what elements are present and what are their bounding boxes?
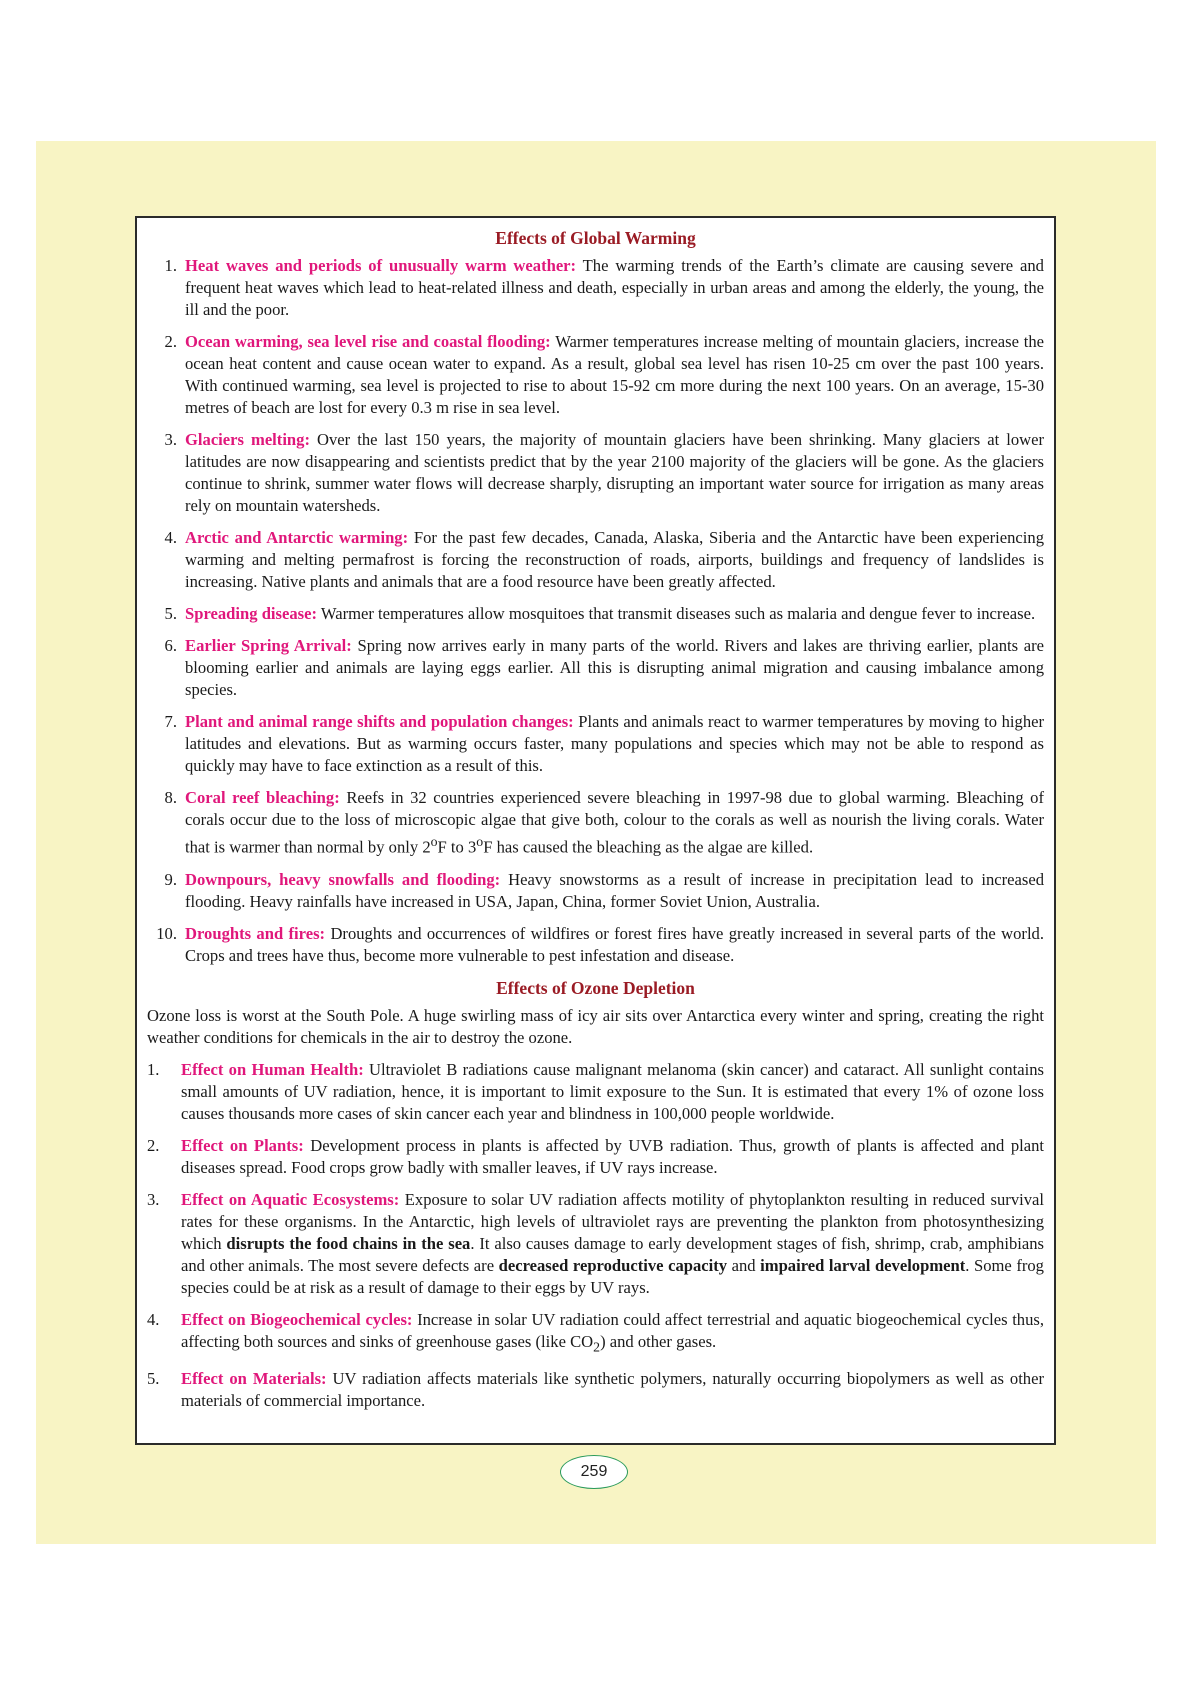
item-heading: Downpours, heavy snowfalls and flooding: — [185, 869, 501, 889]
item-heading: Effect on Aquatic Ecosystems: — [181, 1189, 400, 1209]
co2-subscript: 2 — [593, 1338, 601, 1354]
item-number: 2. — [164, 332, 177, 351]
item-heading: Coral reef bleaching: — [185, 788, 340, 807]
list-item — [147, 1309, 1044, 1358]
list-item — [147, 603, 1044, 625]
item-text: Development process in plants is affected by UVB radiation. Thus, growth of plants is affected and plant diseases spread. Food crops grow badly with smaller leaves, if UV rays increase. — [181, 1135, 1044, 1177]
item-text: Ultraviolet B radiations cause malignant melanoma (skin cancer) and cataract. All sunlight contains small amounts of UV radiation, hence, it is important to limit exposure to the Sun. It is estimated that every 1% of ozone loss causes thousands more cases of skin cancer each year and blindness in 100,000 people worldwide. — [181, 1059, 1044, 1123]
list-item — [147, 527, 1044, 593]
list-item — [147, 869, 1044, 913]
page-number: 259 — [560, 1455, 628, 1489]
list-item — [147, 1368, 1044, 1412]
bold-phrase: decreased reproductive capacity — [498, 1255, 728, 1275]
degree-superscript: o — [430, 834, 438, 849]
item-heading: Effect on Plants: — [181, 1135, 304, 1155]
item-number: 4. — [147, 1309, 160, 1329]
item-number: 5. — [147, 1368, 160, 1388]
item-text: ) and other gases. — [600, 1331, 717, 1351]
item-text: Plants and animals react to warmer temperatures by moving to higher latitudes and elevations. But as warming occurs faster, many populations and species which may not be able to respond as quickly may have to face extinction as a result of this. — [185, 712, 1045, 775]
item-heading: Droughts and fires: — [185, 923, 326, 943]
item-text: . It also causes damage to early development stages of fish, shrimp, crab, amphibians and other animals. The most severe defects are — [181, 1233, 1044, 1275]
item-heading: Glaciers melting: — [185, 430, 310, 449]
list-item — [147, 1059, 1044, 1125]
item-number: 6. — [164, 636, 177, 655]
item-text: F has caused the bleaching as the algae are killed. — [483, 837, 814, 857]
item-number: 9. — [164, 869, 177, 889]
item-number: 7. — [164, 712, 177, 731]
item-text: For the past few decades, Canada, Alaska, Siberia and the Antarctic have been experiencing warming and melting permafrost is forcing the reconstruction of roads, airports, buildings and frequency of landslides is increasing. Native plants and animals that are a food resource have been greatly affected. — [185, 528, 1044, 591]
item-text: F to 3 — [437, 837, 477, 857]
item-text: Spring now arrives early in many parts of the world. Rivers and lakes are thriving earlier, plants are blooming earlier and animals are laying eggs earlier. All this is disrupting animal migration and causing imbalance among species. — [185, 636, 1045, 699]
ozone-effects-list — [147, 1059, 1044, 1412]
list-item — [147, 429, 1044, 517]
content-box — [135, 216, 1056, 1445]
item-number: 8. — [164, 788, 177, 807]
item-number: 10. — [156, 923, 177, 943]
item-text: Heavy snowstorms as a result of increase in precipitation lead to increased flooding. Heavy rainfalls have increased in USA, Japan, China, former Soviet Union, Australia. — [185, 869, 1045, 911]
item-heading: Effect on Biogeochemical cycles: — [181, 1309, 413, 1329]
item-heading: Effect on Materials: — [181, 1368, 327, 1388]
item-number: 3. — [147, 1189, 160, 1209]
item-number: 1. — [164, 256, 177, 275]
list-item — [147, 711, 1044, 777]
item-text: Over the last 150 years, the majority of mountain glaciers have been shrinking. Many glaciers at lower latitudes are now disappearing and scientists predict that by the year 2100 majority of the glaciers will be gone. As the glaciers continue to shrink, summer water flows will decrease sharply, disrupting an important water source for irrigation as many areas rely on mountain watersheds. — [185, 430, 1044, 515]
item-number: 1. — [147, 1059, 160, 1079]
item-heading: Arctic and Antarctic warming: — [185, 528, 409, 547]
item-heading: Earlier Spring Arrival: — [185, 636, 352, 655]
item-text: Warmer temperatures increase melting of mountain glaciers, increase the ocean heat content and cause ocean water to expand. As a result, global sea level has risen 10-25 cm over the past 100 years. With continued warming, sea level is projected to rise to about 15-92 cm more during the next 100 years. On an average, 15-30 metres of beach are lost for every 0.3 m rise in sea level. — [185, 332, 1045, 417]
list-item — [147, 1135, 1044, 1179]
list-item — [147, 331, 1044, 419]
item-number: 4. — [164, 528, 177, 547]
item-text: Exposure to solar UV radiation affects motility of phytoplankton resulting in reduced survival rates for these organisms. In the Antarctic, high levels of ultraviolet rays are preventing the plankton from photosynthesizing which — [181, 1189, 1045, 1253]
item-number: 5. — [164, 604, 177, 623]
item-heading: Heat waves and periods of unusually warm weather: — [185, 256, 577, 275]
item-text: . Some frog species could be at risk as a result of damage to their eggs by UV rays. — [181, 1255, 1044, 1297]
list-item — [147, 635, 1044, 701]
item-text: Droughts and occurrences of wildfires or forest fires have greatly increased in several parts of the world. Crops and trees have thus, become more vulnerable to pest infestation and disease. — [185, 923, 1045, 965]
item-text: Warmer temperatures allow mosquitoes that transmit diseases such as malaria and dengue fever to increase. — [320, 604, 1036, 623]
bold-phrase: disrupts the food chains in the sea — [226, 1233, 471, 1253]
item-text: and — [727, 1255, 761, 1275]
item-text: The warming trends of the Earth’s climate are causing severe and frequent heat waves which lead to heat-related illness and death, especially in urban areas and among the elderly, the young, the ill and the poor. — [185, 256, 1044, 319]
item-number: 2. — [147, 1135, 160, 1155]
item-text: UV radiation affects materials like synthetic polymers, naturally occurring biopolymers as well as other materials of commercial importance. — [181, 1368, 1044, 1410]
list-item — [147, 923, 1044, 967]
list-item — [147, 1189, 1044, 1299]
global-warming-title: Effects of Global Warming — [495, 228, 696, 248]
degree-superscript: o — [476, 834, 484, 849]
list-item — [147, 787, 1044, 859]
list-item — [147, 255, 1044, 321]
item-heading: Effect on Human Health: — [181, 1059, 364, 1079]
item-text: Reefs in 32 countries experienced severe bleaching in 1997-98 due to global warming. Bleaching of corals occur due to the loss of microscopic algae that give both, colour to the corals as well as nourish the living corals. Water that is warmer than normal by only 2 — [185, 788, 1044, 857]
global-warming-list — [147, 255, 1044, 967]
item-heading: Spreading disease: — [185, 604, 318, 623]
item-heading: Plant and animal range shifts and population changes: — [185, 712, 574, 731]
item-heading: Ocean warming, sea level rise and coastal flooding: — [185, 332, 551, 351]
bold-phrase: impaired larval development — [760, 1255, 966, 1275]
item-text: Increase in solar UV radiation could affect terrestrial and aquatic biogeochemical cycles thus, affecting both sources and sinks of greenhouse gases (like CO — [181, 1309, 1045, 1351]
item-number: 3. — [164, 430, 177, 449]
ozone-intro: Ozone loss is worst at the South Pole. A huge swirling mass of icy air sits over Antarctica every winter and spring, creating the right weather conditions for chemicals in the air to destroy the ozone. — [147, 1005, 1044, 1047]
ozone-depletion-title: Effects of Ozone Depletion — [496, 977, 695, 998]
